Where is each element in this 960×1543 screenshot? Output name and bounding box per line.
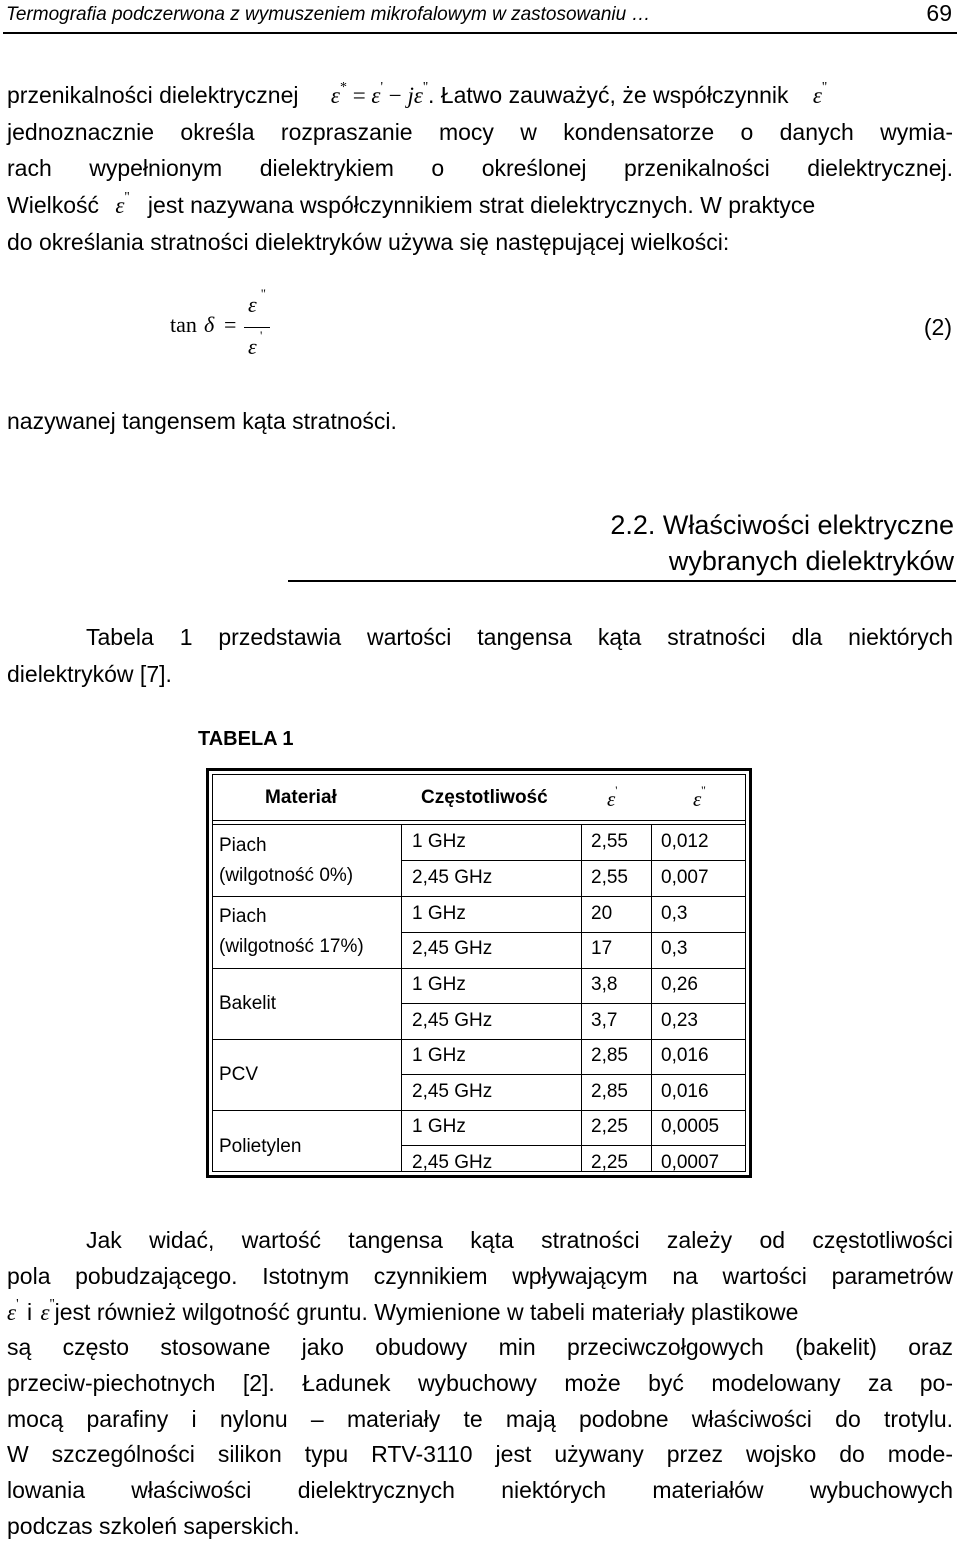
table-cell-eps2: 0,3 (661, 903, 688, 924)
table-cell-eps1: 2,55 (591, 867, 628, 888)
table-cell-eps1: 2,25 (591, 1116, 628, 1137)
table-cell-eps2: 0,3 (661, 938, 688, 959)
paragraph1-line5: do określania stratności dielektryków używa się następującej wielkości: (7, 229, 730, 255)
material-cell: PCV (219, 1064, 259, 1085)
table-cell-eps2: 0,016 (661, 1081, 709, 1102)
table-cell-eps1: 2,85 (591, 1045, 628, 1066)
table-cell-eps2: 0,23 (661, 1010, 698, 1031)
table-cell-frequency: 2,45 GHz (412, 867, 493, 888)
table-cell-eps1: 2,55 (591, 831, 628, 852)
epsilon-double-prime-symbol: ε'' (812, 80, 828, 108)
closing-line9: podczas szkoleń saperskich. (7, 1513, 300, 1539)
epsilon-double-prime-symbol: ε'' (115, 190, 130, 218)
loss-tangent-formula: tan δ = ε '' ε ' (170, 292, 300, 372)
running-header-title: Termografia podczerwona z wymuszeniem mikrofalowym w zastosowaniu … (6, 4, 651, 25)
material-cell: Piach (wilgotność 0%) (219, 835, 354, 886)
table-cell-eps2: 0,016 (661, 1045, 709, 1066)
after-formula-text: nazywanej tangensem kąta stratności. (7, 408, 397, 434)
closing-line8: lowania właściwości dielektrycznych niektórych materiałów wybuchowych (7, 1477, 953, 1503)
closing-line4: są często stosowane jako obudowy min przeciwczołgowych (bakelit) oraz (7, 1334, 953, 1360)
closing-line1: Jak widać, wartość tangensa kąta stratności zależy od częstotliwości (86, 1227, 953, 1253)
table-cell-frequency: 1 GHz (412, 903, 466, 924)
running-header (6, 2, 956, 32)
closing-line2: pola pobudzającego. Istotnym czynnikiem wpływającym na wartości parametrów (7, 1263, 953, 1289)
table-caption: TABELA 1 (198, 728, 294, 750)
material-cell: Piach (wilgotność 17%) (219, 906, 364, 957)
paragraph1-line3: rach wypełnionym dielektrykiem o określonej przenikalności dielektrycznej. (7, 155, 953, 181)
paragraph1-line1 (7, 80, 827, 115)
material-cell: Bakelit (219, 993, 277, 1014)
header-frequency: Częstotliwość (421, 787, 548, 808)
table-cell-eps1: 2,25 (591, 1152, 628, 1173)
table-cell-frequency: 2,45 GHz (412, 938, 493, 959)
table-cell-frequency: 1 GHz (412, 1045, 466, 1066)
table-cell-eps2: 0,012 (661, 831, 709, 852)
header-epsilon-prime: ε' (607, 783, 618, 811)
table-cell-eps2: 0,007 (661, 867, 709, 888)
table-cell-frequency: 1 GHz (412, 831, 466, 852)
section-heading-rule (288, 580, 956, 582)
dielectric-table (206, 768, 752, 1178)
table-cell-eps1: 3,7 (591, 1010, 618, 1031)
complex-permittivity-formula: ε* = ε' − jε'' (330, 80, 429, 108)
table-cell-eps2: 0,0007 (661, 1152, 720, 1173)
closing-line7: W szczególności silikon typu RTV-3110 jest używany przez wojsko do mode- (7, 1441, 953, 1467)
page-number: 69 (926, 0, 952, 26)
table-cell-frequency: 1 GHz (412, 1116, 466, 1137)
table-cell-eps1: 17 (591, 938, 613, 959)
header-rule (3, 32, 957, 34)
intro-line1: Tabela 1 przedstawia wartości tangensa kąta stratności dla niektórych (86, 624, 953, 650)
table-cell-frequency: 2,45 GHz (412, 1010, 493, 1031)
table-cell-eps2: 0,0005 (661, 1116, 720, 1137)
closing-line5: przeciw-piechotnych [2]. Ładunek wybuchowy może być modelowany za po- (7, 1370, 953, 1396)
equation-number: (2) (923, 314, 952, 340)
table-cell-eps1: 2,85 (591, 1081, 628, 1102)
table-cell-frequency: 2,45 GHz (412, 1081, 493, 1102)
fraction-bar (244, 327, 270, 328)
table-cell-eps1: 20 (591, 903, 613, 924)
header-material: Materiał (265, 787, 337, 808)
table-cell-eps2: 0,26 (661, 974, 698, 995)
material-cell: Polietylen (219, 1136, 302, 1157)
table-cell-eps1: 3,8 (591, 974, 618, 995)
epsilon-prime-symbol: ε' (7, 1297, 19, 1325)
section-heading: 2.2. Właściwości elektryczne wybranych dielektryków (610, 510, 954, 576)
closing-line3: ε' i ε''jest również wilgotność gruntu. Wymienione w tabeli materiały plastikowe (7, 1297, 799, 1325)
table-cell-frequency: 2,45 GHz (412, 1152, 493, 1173)
header-epsilon-double-prime: ε'' (693, 783, 706, 811)
paragraph1-line2: jednoznacznie określa rozpraszanie mocy w kondensatorze o danych wymia- (7, 119, 953, 145)
paragraph1-line4: Wielkość ε'' jest nazywana współczynnikiem strat dielektrycznych. W praktyce (7, 190, 816, 218)
epsilon-double-prime-symbol: ε'' (40, 1297, 55, 1325)
closing-line6: mocą parafiny i nylonu – materiały te mają podobne właściwości do trotylu. (7, 1406, 953, 1432)
paragraph-text: . Łatwo zauważyć, że współczynnik (428, 82, 789, 108)
intro-line2: dielektryków [7]. (7, 661, 172, 687)
paragraph-text: przenikalności dielektrycznej (7, 82, 299, 108)
table-cell-frequency: 1 GHz (412, 974, 466, 995)
